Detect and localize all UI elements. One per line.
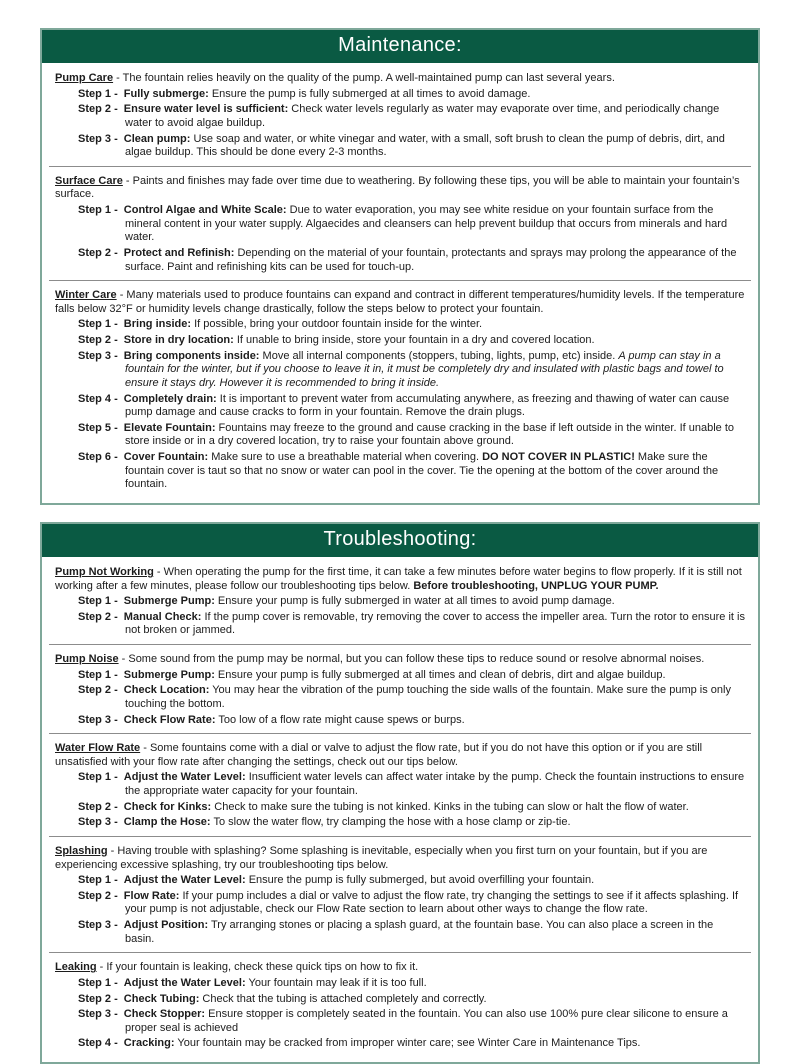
step-label: Step 1 - (78, 771, 121, 784)
section-heading: Surface Care (55, 174, 123, 187)
step-text: Ensure the pump is fully submerged at all times to avoid damage. (208, 87, 531, 100)
step-item (55, 771, 745, 798)
section-divider (49, 836, 751, 837)
step-label: Step 4 - (78, 1037, 121, 1050)
section-intro (55, 742, 745, 769)
step-item (55, 874, 745, 888)
step-title: Submerge Pump: (123, 595, 215, 608)
step-title: Check Location: (123, 684, 210, 697)
step-text: Too low of a flow rate might cause spews or burps. (215, 713, 465, 726)
step-item (55, 684, 745, 711)
step-title: Check Flow Rate: (123, 713, 216, 726)
step-text: To slow the water flow, try clamping the hose with a hose clamp or zip-tie. (210, 816, 571, 829)
step-bold-warning: DO NOT COVER IN PLASTIC! (482, 451, 635, 463)
step-item (55, 611, 745, 638)
step-label: Step 4 - (78, 392, 121, 405)
step-title: Ensure water level is sufficient: (123, 103, 289, 116)
step-text: If unable to bring inside, store your fountain in a dry and covered location. (233, 334, 595, 346)
step-text: Insufficient water levels can affect water intake by the pump. Check the fountain instructions to ensure the appropriate water capacity for your fountain. (125, 771, 745, 797)
step-item (55, 1008, 745, 1035)
step-item (55, 919, 745, 946)
troubleshooting-header-bar (42, 524, 758, 557)
step-text: Move all internal components (stoppers, tubing, lights, pump, etc) inside. (259, 349, 619, 362)
step-label: Step 2 - (78, 246, 121, 259)
section-intro-bold: Before troubleshooting, UNPLUG YOUR PUMP. (413, 579, 659, 592)
step-title: Bring components inside: (123, 349, 260, 362)
step-label: Step 2 - (78, 103, 121, 116)
section-winter-care (49, 289, 751, 492)
step-title: Submerge Pump: (123, 668, 215, 681)
section-heading: Pump Care (55, 72, 114, 84)
step-text: Try arranging stones or placing a splash guard, at the fountain base. You can also place a screen in the basin. (125, 919, 714, 945)
section-heading: Winter Care (55, 289, 117, 302)
step-item (55, 133, 745, 160)
step-label: Step 3 - (78, 349, 121, 362)
step-item (55, 801, 745, 815)
step-text: Ensure the pump is fully submerged, but avoid overfilling your fountain. (245, 874, 595, 887)
troubleshooting-body (42, 557, 758, 1062)
step-label: Step 2 - (78, 610, 121, 623)
step-text: Ensure your pump is fully submerged in water at all times to avoid pump damage. (214, 595, 615, 608)
step-title: Cracking: (123, 1037, 175, 1050)
section-water-flow-rate (49, 742, 751, 830)
section-leaking (49, 961, 751, 1051)
section-divider (49, 952, 751, 953)
step-title: Manual Check: (123, 610, 202, 623)
step-title: Elevate Fountain: (123, 421, 216, 434)
step-item (55, 247, 745, 274)
section-intro (55, 845, 745, 872)
section-intro (55, 72, 745, 86)
step-label: Step 3 - (78, 713, 121, 726)
step-text: If possible, bring your outdoor fountain inside for the winter. (191, 318, 483, 331)
step-italic-note: A pump can stay in a fountain for the winter, but if you choose to leave it in, it must be completely dry and insulated with plastic bags and towel to ensure it stays dry. However it is recommended to bring it inside. (125, 349, 724, 389)
step-title: Protect and Refinish: (123, 246, 235, 259)
section-divider (49, 166, 751, 167)
section-intro-text: - When operating the pump for the first time, it can take a few minutes before water begins to flow properly. If it is still not working after a few minutes, please follow our troubleshooting tips below. (55, 565, 742, 592)
section-pump-not-working (49, 566, 751, 638)
maintenance-title: Maintenance: (338, 34, 462, 56)
maintenance-header-bar (42, 30, 758, 63)
step-text: Check water levels regularly as water may evaporate over time, and periodically change water to avoid algae buildup. (125, 103, 720, 129)
step-title: Check for Kinks: (123, 800, 212, 813)
step-text: Check to make sure the tubing is not kinked. Kinks in the tubing can slow or halt the flow of water. (211, 800, 689, 813)
section-intro-text: - Having trouble with splashing? Some splashing is inevitable, especially when you first turn on your fountain, but if you are experiencing excessive splashing, try our troubleshooting tips below. (55, 844, 708, 871)
step-label: Step 1 - (78, 668, 121, 681)
step-item (55, 714, 745, 728)
section-divider (49, 733, 751, 734)
step-item (55, 816, 745, 830)
section-intro-text: - Some fountains come with a dial or valve to adjust the flow rate, but if you do not have this option or if you are still unsatisfied with your flow rate after changing the settings, check out our tips below. (55, 742, 703, 768)
step-item (55, 451, 745, 492)
section-intro-text: - The fountain relies heavily on the quality of the pump. A well-maintained pump can last several years. (113, 72, 615, 84)
step-label: Step 3 - (78, 919, 121, 931)
step-label: Step 1 - (78, 874, 121, 887)
section-divider (49, 644, 751, 645)
section-heading: Pump Noise (55, 653, 119, 665)
step-text: You may hear the vibration of the pump touching the side walls of the fountain. Make sure the pump is only touching the bottom. (125, 684, 731, 710)
section-intro (55, 289, 745, 316)
section-heading: Splashing (55, 844, 108, 857)
section-pump-care (49, 72, 751, 160)
step-title: Bring inside: (123, 318, 192, 331)
step-title: Cover Fountain: (123, 451, 209, 463)
step-item (55, 318, 745, 332)
section-splashing (49, 845, 751, 946)
step-title: Completely drain: (123, 392, 217, 405)
step-text: If the pump cover is removable, try removing the cover to access the impeller area. Turn the rotor to ensure it is not broken or jammed. (125, 610, 745, 637)
section-heading: Pump Not Working (55, 565, 154, 578)
section-intro-text: - If your fountain is leaking, check these quick tips on how to fix it. (96, 961, 419, 974)
section-intro (55, 653, 745, 667)
step-text: Your fountain may be cracked from improper winter care; see Winter Care in Maintenance Tips. (174, 1037, 641, 1050)
step-text: Fountains may freeze to the ground and cause cracking in the base if left outside in the winter. If unable to store inside or in a dry covered location, try to raise your fountain above ground. (125, 421, 735, 448)
step-label: Step 2 - (78, 889, 121, 902)
troubleshooting-title: Troubleshooting: (323, 527, 477, 550)
step-text: Make sure to use a breathable material when covering. (208, 451, 483, 463)
step-title: Clean pump: (123, 132, 191, 145)
step-item (55, 422, 745, 449)
step-label: Step 2 - (78, 800, 121, 813)
step-title: Control Algae and White Scale: (123, 204, 287, 216)
step-text: Use soap and water, or white vinegar and water, with a small, soft brush to clean the pump of debris, dirt, and algae buildup. This should be done every 2-3 months. (125, 132, 725, 159)
step-item (55, 595, 745, 609)
step-label: Step 1 - (78, 976, 121, 989)
section-intro (55, 175, 745, 202)
step-text: Due to water evaporation, you may see white residue on your fountain surface from the mineral content in your water supply. Algaecides and cleansers can help prevent buildup that occurs from minerals and hard water. (125, 204, 728, 244)
section-intro-text: - Paints and finishes may fade over time due to weathering. By following these tips, you will be able to maintain your fountain’s surface. (55, 174, 740, 201)
section-intro (55, 961, 745, 975)
troubleshooting-panel (40, 522, 760, 1064)
step-title: Check Tubing: (123, 992, 200, 1005)
section-divider (49, 280, 751, 281)
step-label: Step 5 - (78, 421, 121, 434)
step-text: Check that the tubing is attached completely and correctly. (199, 992, 487, 1005)
step-label: Step 2 - (78, 992, 121, 1005)
maintenance-body (42, 63, 758, 503)
step-label: Step 1 - (78, 204, 121, 216)
section-heading: Leaking (55, 961, 97, 974)
step-item (55, 350, 745, 391)
step-title: Adjust the Water Level: (123, 874, 246, 887)
step-title: Adjust the Water Level: (123, 976, 246, 989)
step-label: Step 3 - (78, 132, 121, 145)
step-item (55, 103, 745, 130)
step-label: Step 1 - (78, 595, 121, 608)
step-title: Check Stopper: (123, 1008, 206, 1021)
step-text-continued: Make sure the fountain cover is taut so that no snow or water can pool in the cover. Tie the opening at the bottom of the cover around the fountain. (125, 451, 719, 491)
step-title: Flow Rate: (123, 889, 180, 902)
step-item (55, 890, 745, 917)
step-label: Step 2 - (78, 684, 121, 697)
section-intro (55, 566, 745, 593)
step-item (55, 88, 745, 102)
step-item (55, 977, 745, 991)
step-label: Step 3 - (78, 1008, 121, 1021)
section-intro-text: - Some sound from the pump may be normal, but you can follow these tips to reduce sound or resolve abnormal noises. (118, 653, 705, 665)
section-intro-text: - Many materials used to produce fountains can expand and contract in different temperatures/humidity levels. If the temperature falls below 32°F or humidity levels change drastically, follow the steps below to protect your fountain. (55, 289, 745, 315)
step-text: Depending on the material of your fountain, protectants and sprays may prolong the appearance of the surface. Paint and refinishing kits can be used for touch-up. (125, 246, 737, 273)
step-item (55, 204, 745, 245)
step-title: Store in dry location: (123, 334, 234, 346)
step-title: Fully submerge: (123, 87, 209, 100)
section-surface-care (49, 175, 751, 274)
step-text: Your fountain may leak if it is too full. (245, 976, 427, 989)
step-item (55, 393, 745, 420)
step-label: Step 3 - (78, 816, 121, 829)
step-item (55, 669, 745, 683)
section-heading: Water Flow Rate (55, 742, 141, 755)
step-label: Step 1 - (78, 87, 121, 100)
step-text: Ensure stopper is completely seated in the fountain. You can also use 100% pure clear silicone to ensure a proper seal is achieved (125, 1008, 728, 1034)
step-text: It is important to prevent water from accumulating anywhere, as freezing and thawing of water can cause pump damage and cause cracks to form in your fountain. Remove the drain plugs. (125, 392, 730, 419)
step-item (55, 334, 745, 348)
step-title: Clamp the Hose: (123, 816, 211, 829)
section-pump-noise (49, 653, 751, 727)
step-label: Step 2 - (78, 334, 121, 346)
step-title: Adjust Position: (123, 919, 209, 931)
step-label: Step 1 - (78, 318, 121, 331)
step-text: Ensure your pump is fully submerged at all times and clean of debris, dirt and algae buildup. (214, 668, 666, 681)
step-item (55, 993, 745, 1007)
step-text: If your pump includes a dial or valve to adjust the flow rate, try changing the settings to see if it affects splashing. If your pump is not adjustable, check our Flow Rate section to learn about other ways to change the flow rate. (125, 889, 739, 916)
step-label: Step 6 - (78, 451, 121, 463)
step-title: Adjust the Water Level: (123, 771, 246, 784)
maintenance-panel (40, 28, 760, 505)
step-item (55, 1037, 745, 1051)
